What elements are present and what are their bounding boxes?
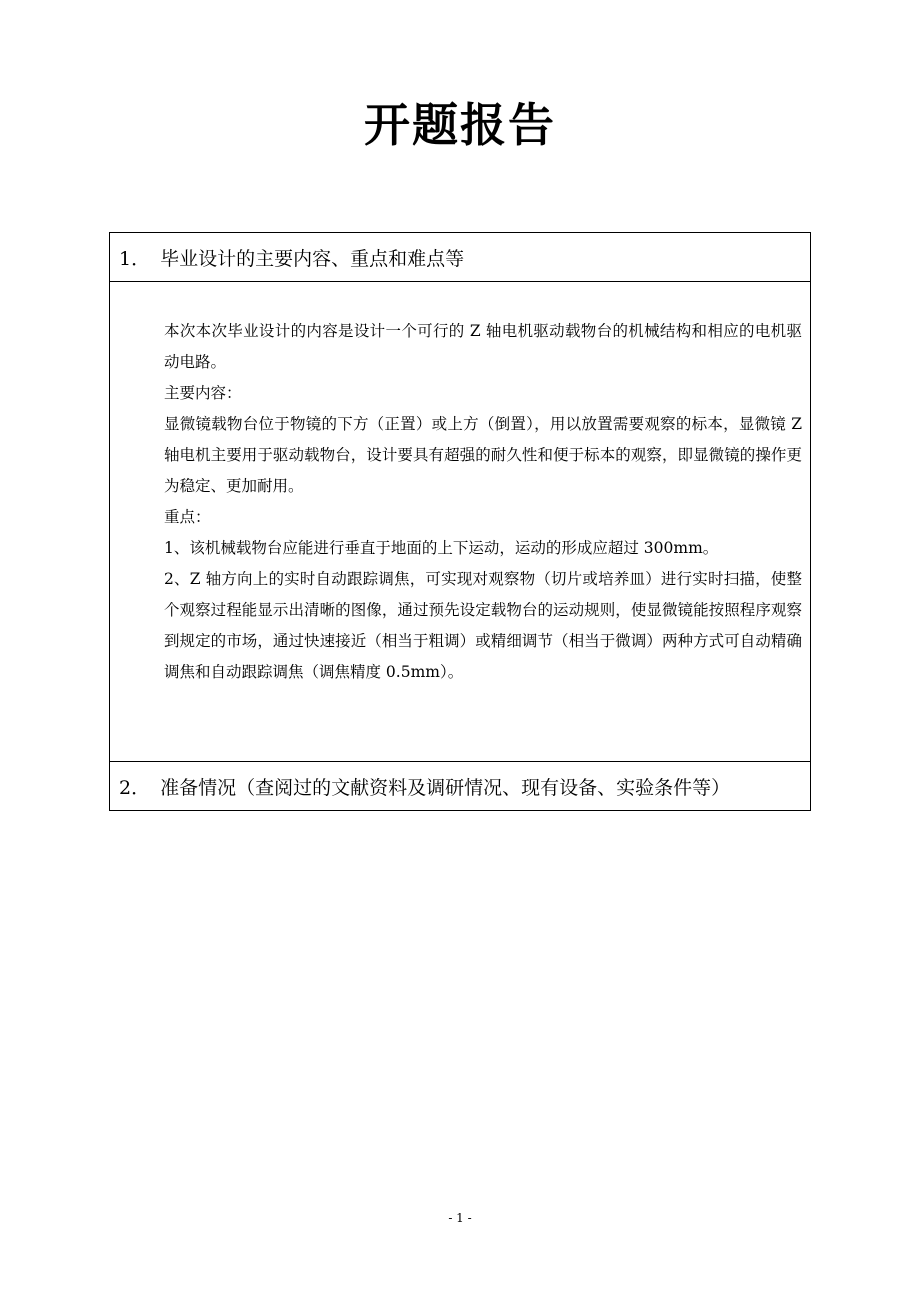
report-table (109, 232, 811, 811)
page-number: - 1 - (448, 1211, 472, 1225)
section-1-body (110, 281, 810, 762)
section-2-number: 2． (119, 776, 151, 799)
section-1-paragraph: 本次本次毕业设计的内容是设计一个可行的 Z 轴电机驱动载物台的机械结构和相应的电机驱动电路。 (164, 322, 802, 371)
section-1-paragraph: 主要内容： (164, 384, 242, 402)
section-1-header (110, 233, 810, 281)
document-title: 开题报告 (364, 98, 556, 152)
section-2-header (110, 762, 810, 810)
section-1-paragraph: 2、Z 轴方向上的实时自动跟踪调焦，可实现对观察物（切片或培养皿）进行实时扫描，使整个观察过程能显示出清晰的图像，通过预先设定载物台的运动规则，使显微镜能按照程序观察到规定的市场，通过快速接近（相当于粗调）或精细调节（相当于微调）两种方式可自动精确调焦和自动跟踪调焦（调焦精度 0.5mm）。 (164, 570, 802, 681)
section-1-paragraph: 显微镜载物台位于物镜的下方（正置）或上方（倒置），用以放置需要观察的标本，显微镜 Z 轴电机主要用于驱动载物台，设计要具有超强的耐久性和便于标本的观察，即显微镜的操作更为稳定、更加耐用。 (164, 415, 802, 495)
section-1-paragraph: 1、该机械载物台应能进行垂直于地面的上下运动，运动的形成应超过 300mm。 (164, 539, 719, 557)
section-1-paragraph: 重点： (164, 508, 211, 526)
section-1-heading: 毕业设计的主要内容、重点和难点等 (160, 247, 465, 270)
section-1-number: 1． (119, 247, 151, 270)
section-2-heading: 准备情况（查阅过的文献资料及调研情况、现有设备、实验条件等） (160, 776, 731, 799)
